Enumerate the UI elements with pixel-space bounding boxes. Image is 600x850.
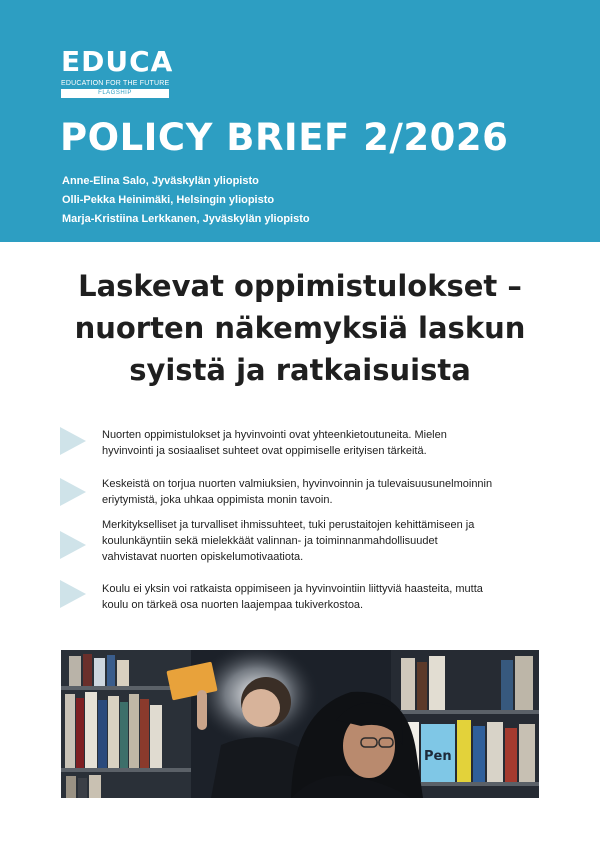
key-point-line: Keskeistä on torjua nuorten valmiuksien, hyvinvoinnin ja tulevaisuusunelmoinnin <box>102 478 493 490</box>
policy-brief-title: POLICY BRIEF 2/2026 <box>60 116 509 159</box>
key-point-text <box>102 476 550 508</box>
author-2: Olli-Pekka Heinimäki, Helsingin yliopisto <box>62 194 275 206</box>
library-photo <box>61 650 539 798</box>
document-headline <box>20 265 580 391</box>
key-point-line: Nuorten oppimistulokset ja hyvinvointi ovat yhteenkietoutuneita. Mielen <box>102 429 447 441</box>
key-point-text <box>102 581 550 613</box>
logo-flagship-label: FLAGSHIP <box>61 89 169 98</box>
triangle-bullet-icon <box>60 478 86 506</box>
key-point-line: Koulu ei yksin voi ratkaista oppimiseen ja hyvinvointiin liittyviä haasteita, mutta <box>102 583 483 595</box>
headline-line-2: nuorten näkemyksiä laskun <box>74 311 526 345</box>
logo-wordmark: EDUCA <box>61 45 174 78</box>
key-point-text <box>102 517 550 565</box>
key-point-line: koulunkäyntiin sekä mielekkäät valinnan- ja toiminnanmahdollisuudet <box>102 535 438 547</box>
key-point-line: Merkitykselliset ja turvalliset ihmissuhteet, tuki perustaitojen kehittämiseen ja <box>102 519 475 531</box>
triangle-bullet-icon <box>60 427 86 455</box>
key-point-line: hyvinvointi ja sosiaaliset suhteet ovat oppimiselle erityisen tärkeitä. <box>102 445 427 457</box>
key-point-line: koulu on tärkeä osa nuorten laajempaa tukiverkostoa. <box>102 599 364 611</box>
logo-tagline: EDUCATION FOR THE FUTURE <box>61 80 170 87</box>
key-point-line: vahvistavat nuorten opiskelumotivaatiota. <box>102 551 304 563</box>
triangle-bullet-icon <box>60 580 86 608</box>
author-list <box>62 172 310 229</box>
headline-line-3: syistä ja ratkaisuista <box>129 353 471 387</box>
key-point-line: eriytymistä, joka uhkaa oppimista monin tavoin. <box>102 494 333 506</box>
headline-line-1: Laskevat oppimistulokset – <box>78 269 522 303</box>
key-point-text <box>102 427 550 459</box>
author-1: Anne-Elina Salo, Jyväskylän yliopisto <box>62 175 259 187</box>
author-3: Marja-Kristiina Lerkkanen, Jyväskylän yliopisto <box>62 213 310 225</box>
header-banner <box>0 0 600 242</box>
triangle-bullet-icon <box>60 531 86 559</box>
library-photo-illustration <box>61 650 539 798</box>
book-spine-label: Pen <box>424 749 452 764</box>
educa-logo <box>61 45 174 98</box>
